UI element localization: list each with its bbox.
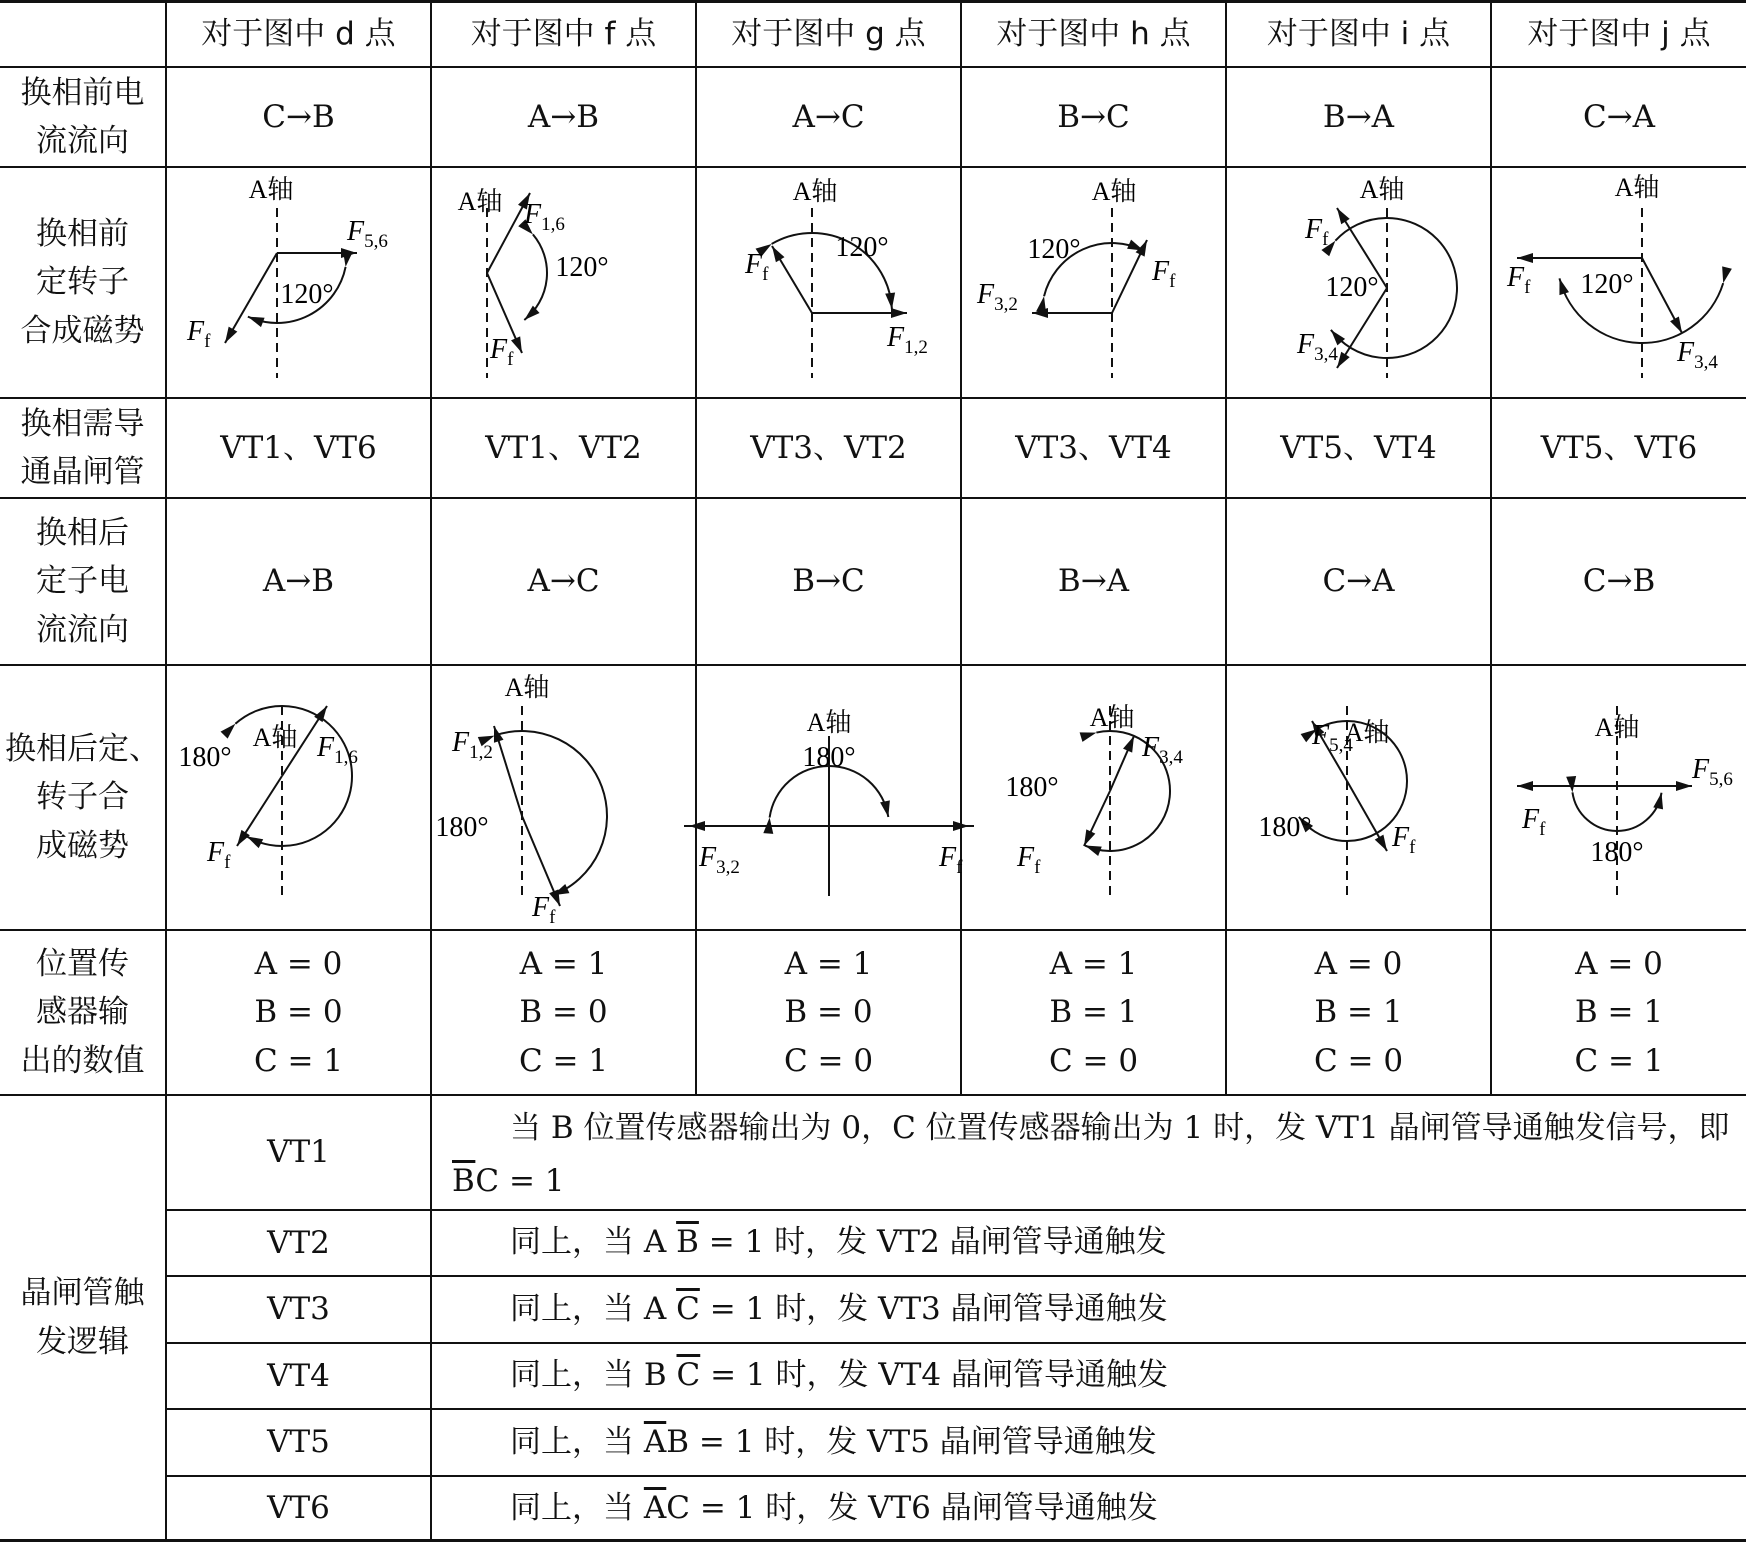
row-label-current-after: 换相后 定子电 流流向 [36,515,129,648]
current-before-d: C→B [262,98,335,135]
row-label-mmf-after: 换相后定、 转子合 成磁势 [5,731,160,864]
angle-label-120: 120° [280,279,334,310]
rotor-mmf-label: $F_f$ [1507,262,1531,298]
vector-diagram-svg [1227,666,1490,929]
logic-text: 同上，当 [510,1424,644,1460]
stator-mmf-vector-head [1676,781,1692,791]
angle-arc [495,731,607,895]
vector-diagram-svg [1227,168,1490,397]
rotor-mmf-label: $F_f$ [1152,256,1176,292]
logic-text: 当 B 位置传感器输出为 0，C 位置传感器输出为 1 时，发 VT1 晶闸管导通触发信号，即 [510,1110,1730,1146]
sensor-values-h [962,931,1225,1094]
current-after-i: C→A [1322,563,1395,600]
angle-label-120: 120° [835,232,889,263]
vector-diagram-svg [1492,666,1746,929]
rotor-mmf-label: $F_f$ [490,334,514,370]
rotor-mmf-vector-head [225,327,237,343]
logic-label-vt1: VT1 [267,1134,330,1171]
rotor-mmf-vector-head [772,246,784,262]
stator-mmf-vector-head [891,308,907,318]
angle-arc-tail-head [1036,296,1046,313]
column-header-f: 对于图中 f 点 [470,16,657,53]
mmf-before-diagram-h [962,168,1225,397]
stator-mmf-label: $F_{1,2}$ [452,727,493,763]
mmf-after-diagram-h [962,666,1225,929]
rotor-mmf-vector-head [1517,781,1533,791]
sensor-c: C = 1 [253,1042,344,1079]
diagram-group [684,708,974,896]
angle-arc-head [885,293,895,309]
mmf-before-diagram-f [432,168,695,397]
sensor-values-f [432,931,695,1094]
angle-arc-head [248,317,265,327]
stator-mmf-label: $F_{3,2}$ [977,279,1018,315]
sensor-values-i [1227,931,1490,1094]
rotor-mmf-label: $F_f$ [745,249,769,285]
a-axis-label: A轴 [1614,173,1660,202]
current-before-h: B→C [1057,98,1130,135]
column-header-i: 对于图中 i 点 [1266,16,1451,53]
logic-text-vt4 [452,1349,1732,1402]
diagram-group [1517,706,1733,896]
thyristors-f: VT1、VT2 [485,429,642,466]
vector-diagram-svg [697,666,963,929]
rotor-mmf-label: $F_f$ [187,316,211,352]
sensor-b: B = 1 [1314,994,1403,1031]
logic-text-vt1 [452,1102,1732,1207]
sensor-values-g [697,931,960,1094]
current-after-f: A→C [527,563,600,600]
sensor-c: C = 0 [783,1042,874,1079]
logic-term: C [666,1490,690,1526]
a-axis-label: A轴 [806,708,852,737]
rotor-mmf-label: $F_f$ [532,892,556,928]
logic-term: C [475,1162,500,1199]
logic-text-vt5 [452,1416,1732,1469]
sensor-b: B = 1 [1574,994,1664,1031]
angle-arc-head [1127,240,1144,251]
column-header-d: 对于图中 d 点 [201,16,396,53]
negated-term: $\overline{C}$ [676,1291,700,1327]
current-before-j: C→A [1582,98,1656,135]
rotor-mmf-vector-head [1375,835,1387,851]
sensor-a: A = 0 [254,946,343,983]
logic-label-vt2: VT2 [267,1224,330,1261]
sensor-b: B = 0 [784,994,873,1031]
angle-arc-head [1653,793,1663,810]
column-header-g: 对于图中 g 点 [731,16,926,53]
angle-label-120: 120° [555,252,609,283]
a-axis-label: A轴 [1344,718,1390,747]
logic-result: = 1 [499,1162,565,1199]
sensor-b: B = 0 [519,994,608,1031]
logic-term: A [643,1291,667,1327]
a-axis-label: A轴 [1091,177,1137,206]
rotor-mmf-label: $F_f$ [207,837,231,873]
a-axis-label: A轴 [1089,703,1135,732]
current-before-i: B→A [1322,98,1395,135]
stator-mmf-vector-head [1670,317,1682,333]
rotor-mmf-label: $F_f$ [1017,842,1041,878]
rotor-mmf-vector-head [1337,208,1350,224]
angle-label-120: 120° [1325,272,1379,303]
vector-diagram-svg [962,666,1225,929]
sensor-values-d [167,931,430,1094]
a-axis-label: A轴 [457,187,503,216]
logic-term: A [643,1224,667,1260]
row-label-current-before: 换相前电 流流向 [20,74,145,159]
sensor-b: B = 1 [1049,994,1138,1031]
angle-arc-tail-head [221,724,236,739]
column-header-h: 对于图中 h 点 [996,16,1191,53]
logic-text: 同上，当 [510,1357,644,1393]
stator-mmf-label: $F_{5,4}$ [1312,720,1353,756]
vector-diagram-svg [432,666,695,929]
angle-label-180: 180° [1590,837,1644,868]
sensor-a: A = 0 [1314,946,1403,983]
angle-label-180: 180° [1005,772,1059,803]
mmf-after-diagram-g [697,666,963,929]
sensor-a: A = 0 [1575,946,1663,983]
stator-mmf-vector-head [1123,736,1134,753]
negated-term: $\overline{B}$ [452,1162,476,1199]
sensor-c: C = 1 [518,1042,609,1079]
logic-result: = 1 时，发 VT4 晶闸管导通触发 [700,1357,1168,1393]
a-axis-label: A轴 [792,177,838,206]
current-after-h: B→A [1057,563,1130,600]
logic-term: B [666,1424,690,1460]
stator-mmf-label: $F_{3,4}$ [1297,329,1338,365]
logic-text-vt2 [452,1216,1732,1269]
a-axis-label: A轴 [504,673,550,702]
mmf-before-diagram-g [697,168,960,397]
stator-mmf-label: $F_{3,4}$ [1677,337,1718,373]
sensor-b: B = 0 [254,994,343,1031]
logic-result: = 1 时，发 VT3 晶闸管导通触发 [699,1291,1168,1327]
logic-text-vt6 [452,1482,1732,1535]
stator-mmf-label: $F_{1,6}$ [524,199,565,235]
logic-text: 同上，当 [510,1291,644,1327]
vector-diagram-svg [697,168,960,397]
row-label-logic: 晶闸管触 发逻辑 [20,1275,145,1360]
current-after-d: A→B [262,563,335,600]
logic-result: = 1 时，发 VT6 晶闸管导通触发 [689,1490,1158,1526]
logic-text: 同上，当 [510,1224,644,1260]
angle-label-180: 180° [1258,812,1312,843]
rotor-mmf-label: $F_f$ [1522,804,1546,840]
rule-bottom [0,1539,1746,1542]
angle-arc-tail-head [1080,732,1097,742]
negated-term: $\overline{B}$ [676,1224,699,1260]
stator-mmf-label: $F_{5,6}$ [1692,754,1733,790]
vector-diagram-svg [167,168,430,397]
angle-label-180: 180° [178,742,232,773]
thyristors-d: VT1、VT6 [220,429,377,466]
angle-arc-head [1085,846,1102,856]
sensor-c: C = 0 [1048,1042,1139,1079]
logic-label-vt6: VT6 [267,1489,330,1526]
current-after-g: B→C [792,563,865,600]
row-label-thyristors: 换相需导 通晶闸管 [20,405,145,490]
logic-result: = 1 时，发 VT5 晶闸管导通触发 [689,1424,1157,1460]
sensor-a: A = 1 [1049,946,1138,983]
current-before-g: A→C [792,98,865,135]
angle-arc-head [880,800,890,817]
a-axis-label: A轴 [248,175,294,204]
negated-term: $\overline{A}$ [643,1424,667,1460]
current-after-j: C→B [1582,563,1656,600]
sensor-a: A = 1 [519,946,608,983]
thyristors-j: VT5、VT6 [1540,429,1698,466]
vector-diagram-svg [167,666,430,929]
sensor-values-j [1492,931,1746,1094]
logic-label-vt3: VT3 [267,1291,330,1328]
mmf-after-diagram-i [1227,666,1490,929]
angle-arc-tail-head [1722,266,1732,283]
a-axis-label: A轴 [252,723,298,752]
angle-arc-head [247,836,264,848]
angle-label-180: 180° [802,742,856,773]
negated-term: $\overline{C}$ [676,1357,701,1393]
diagram-group [435,673,607,928]
stator-mmf-label: $F_{1,2}$ [887,322,928,358]
vector-diagram-svg [1492,168,1746,397]
mmf-after-diagram-d [167,666,430,929]
thyristors-h: VT3、VT4 [1015,429,1172,466]
mmf-after-diagram-f [432,666,695,929]
angle-arc-tail-head [1566,776,1576,792]
thyristors-g: VT3、VT2 [750,429,907,466]
sensor-c: C = 0 [1313,1042,1404,1079]
logic-text: 同上，当 [510,1490,644,1526]
angle-label-120: 120° [1580,269,1634,300]
current-before-f: A→B [527,98,600,135]
vector-diagram-svg [432,168,695,397]
logic-label-vt4: VT4 [267,1357,330,1394]
diagram-group [1258,706,1416,896]
logic-result: = 1 时，发 VT2 晶闸管导通触发 [698,1224,1167,1260]
logic-text-vt3 [452,1283,1732,1336]
logic-label-vt5: VT5 [267,1424,330,1461]
mmf-before-diagram-j [1492,168,1746,397]
angle-label-180: 180° [435,812,489,843]
rotor-mmf-label: $F_f$ [939,842,963,878]
mmf-before-diagram-i [1227,168,1490,397]
a-axis-label: A轴 [1359,175,1405,204]
rotor-mmf-label: $F_f$ [1392,822,1416,858]
sensor-c: C = 1 [1574,1042,1664,1079]
negated-term: $\overline{A}$ [643,1490,667,1526]
vector-diagram-svg [962,168,1225,397]
angle-arc [524,234,547,320]
column-header-j: 对于图中 j 点 [1527,16,1711,53]
stator-mmf-label: $F_{3,4}$ [1142,732,1183,768]
angle-arc-head [553,884,570,895]
logic-term: B [643,1357,667,1393]
row-label-mmf-before: 换相前 定转子 合成磁势 [20,216,145,349]
stator-mmf-label: $F_{1,6}$ [317,732,358,768]
rotor-mmf-vector-head [1084,829,1095,846]
row-label-sensor: 位置传 感器输 出的数值 [20,946,145,1079]
angle-arc-tail-head [343,250,353,267]
thyristors-i: VT5、VT4 [1280,429,1437,466]
mmf-after-diagram-j [1492,666,1746,929]
diagram-group [178,706,357,896]
angle-label-120: 120° [1027,234,1081,265]
mmf-before-diagram-d [167,168,430,397]
diagram-group [1005,703,1183,896]
stator-mmf-label: $F_{5,6}$ [347,216,388,252]
corner-cell [0,3,165,66]
angle-arc-head [1559,278,1569,295]
a-axis-label: A轴 [1594,713,1640,742]
rotor-mmf-label: $F_f$ [1305,214,1329,250]
stator-mmf-label: $F_{3,2}$ [699,842,740,878]
sensor-a: A = 1 [784,946,873,983]
stator-mmf-vector-head [1337,352,1350,368]
